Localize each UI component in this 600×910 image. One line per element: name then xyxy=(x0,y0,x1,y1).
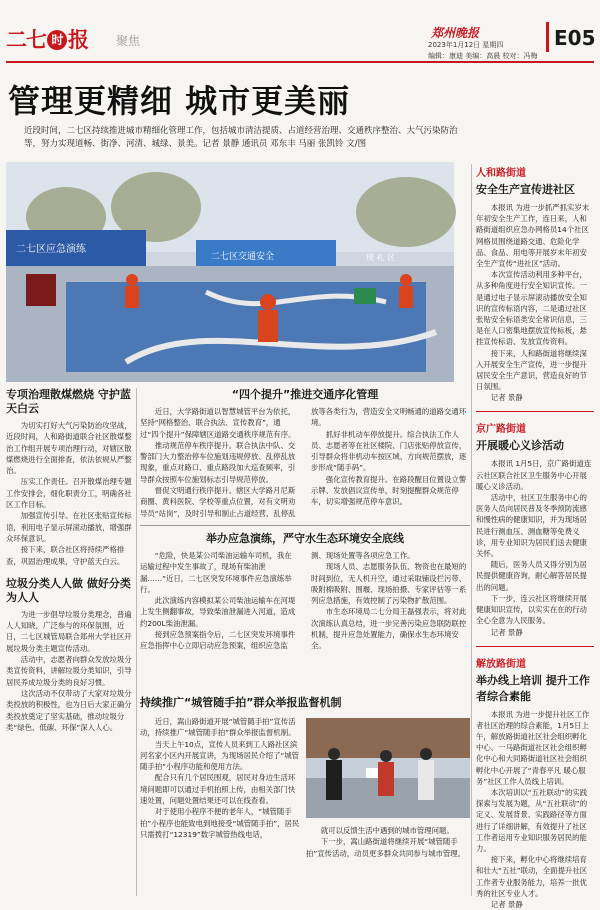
banner-left-text: 二七区应急演练 xyxy=(16,244,86,255)
paragraph: 活动中，志愿者向群众发放垃圾分类宣传资料，讲解垃圾分类知识，引导居民养成垃圾分类的良好习惯。 xyxy=(6,655,132,687)
paragraph: 接下来，联合社区将持续严格排查，巩固治理成果，守护蓝天白云。 xyxy=(6,545,125,566)
paragraph: 为进一步倡导垃圾分类理念，普遍人人知晓，广泛参与的环保氛围，近日，二七区城管局联合郑州大学社区开展垃圾分类主题宣传活动。 xyxy=(6,609,132,653)
banner-center-text: 二七区交通安全 xyxy=(211,252,275,262)
main-photo xyxy=(6,162,454,382)
article-body xyxy=(6,609,134,733)
paragraph: 近日，嵩山路街道开展“城管随手拍”宣传活动，持续推广“城管随手拍”群众举报监督机制。 xyxy=(140,717,296,738)
page-number-bar xyxy=(546,22,549,52)
column-rule xyxy=(136,388,137,896)
divider xyxy=(140,525,470,526)
divider xyxy=(476,411,594,412)
paragraph: 下一步，连云社区将继续开展健康知识宣传，以实实在在的行动全心全意为人民服务。 xyxy=(476,593,587,626)
article-title: 专项治理散煤燃烧 守护蓝天白云 xyxy=(6,388,131,415)
left-column xyxy=(6,388,134,733)
paragraph: 推动规范停车秩序提升。联合执法中队、交警部门大力整治停车位施划违规停放、乱停乱放现象，重点对路口、重点路段加大巡查频率，引导群众按照车位施划标志引导规范停放。 xyxy=(140,440,296,484)
main-headline: 管理更精细 城市更美丽 xyxy=(8,82,351,120)
paper-section-title xyxy=(6,24,88,54)
author: 记者 景静 xyxy=(490,899,523,909)
banner-right-text: 现 礼 区 xyxy=(366,253,396,262)
side-article-1 xyxy=(476,420,594,637)
paragraph: 现场人员、志愿服务队伍、物资也在最短的时间到位，无人机升空，通过采取铺设拦污带、吸附棉吸附、围堰、现场拍摄、专家评估等一系列应急措施，有效控制了污染物扩散范围。 xyxy=(311,562,467,606)
side-body xyxy=(476,202,594,392)
paragraph: 市生态环境局二七分局王磊强表示，将对此次演练认真总结，进一步完善污染应急联防联控机制，提升应急处置能力，确保水生态环境安全。 xyxy=(311,607,467,651)
paragraph: 当天上午10点，宣传人员来到工人路社区滨河名家小区内开展宣讲，为现场居民介绍了“城管随手拍”小程序功能和使用方法。 xyxy=(140,739,300,772)
side-body xyxy=(476,458,594,626)
paragraph: 压实工作责任。召开散煤治理专题工作安排会，细化职责分工，明确各社区工作目标。 xyxy=(6,477,132,510)
divider xyxy=(476,646,594,647)
side-kicker: 解放路街道 xyxy=(476,658,526,670)
paragraph: 督促文明通行秩序提升。辖区大学路月尼斯商圈、黄科医院、学校等重点位置，对有文明劝导员“站岗”，及时引导和制止占道经营、乱停乱放等各类行为，营造安全文明畅通的道路交通环境。 xyxy=(140,407,467,518)
paragraph: 近日，大学路街道以智慧城管平台为依托，坚持“网格整治、联合执法、宣传教育”，通过“四个提升”保障辖区道路交通秩序规范有序。 xyxy=(140,407,296,439)
title-right: 报 xyxy=(68,28,88,52)
section-label: 聚焦 xyxy=(116,34,141,48)
paragraph: 加强宣传引导。在社区张贴宣传标语，利用电子显示屏滚动播放，增强群众环保意识。 xyxy=(6,511,132,543)
paragraph: 这次活动不仅带动了大家对垃圾分类投放的积极性，也为日后大家正确分类投放奠定了坚实基础，推动垃圾分类“绿色、低碳、环保”深入人心。 xyxy=(6,688,132,732)
article-body xyxy=(140,406,470,519)
article-title: 举办应急演练，严守水生态环境安全底线 xyxy=(206,531,404,545)
paragraph: 强化宣传教育提升。在路段醒目位置设立警示牌、发放倡议宣传单，时刻提醒群众规范停车，切实增强规范停车意识。 xyxy=(311,474,467,507)
article-title: 垃圾分类人人做 做好分类为人人 xyxy=(6,576,131,604)
side-title: 安全生产宣传进社区 xyxy=(476,183,575,196)
side-article-2 xyxy=(476,655,594,910)
title-badge: 时 xyxy=(47,30,67,50)
side-kicker: 京广路街道 xyxy=(476,424,526,436)
column-rule xyxy=(471,164,472,896)
paragraph: 本次宣传活动利用多种平台，从多种角度进行安全知识宣传。一是通过电子显示屏滚动播放安全知识的宣传标语内容，二是通过社区张贴安全标语类安全常识信息，三是在人口密集地摆放宣传标板，悬挂宣传标语、发放宣传资料。 xyxy=(476,270,587,347)
paragraph: 接下来，孵化中心将继续培育和壮大“五社”联动，全面提升社区工作者专业服务能力，培养一批优秀的社区专业人才。 xyxy=(476,855,588,898)
paragraph: “危险，快是某公司柴油运输车司机，我在运输过程中发生事故了，现场有柴油泄漏……”近日，二七区突发环境事件应急演练举行。 xyxy=(140,550,292,594)
paragraph: 活动中，社区卫生服务中心的医务人员向居民普及冬季预防流感和慢性病的健康知识，并为现场居民进行测血压、测血糖等免费义诊，用专业知识为居民们送去健康关怀。 xyxy=(476,493,587,559)
bottom-photo xyxy=(306,718,470,818)
page-number: E05 xyxy=(554,26,596,50)
author: 记者 景静 xyxy=(490,393,523,403)
article-body xyxy=(6,420,134,567)
paragraph: 配合只有几个居民围观，居民对身边生活环境问题即可以通过手机拍照上传，由相关部门快速处置，问题处置结果还可以在线查看。 xyxy=(140,773,296,806)
paragraph: 接下来，人和路街道将继续深入开展安全生产宣传，进一步提升居民安全生产意识，营造良好的节日氛围。 xyxy=(476,348,587,392)
paragraph: 本次培训以“五社联动”的实践探索与发展为题，从“五社联动”的定义、发展背景、实践路径等方面进行了详细讲解，有效提升了社区工作者运用专业知识服务居民的能力。 xyxy=(476,787,588,853)
paragraph: 就可以反馈生活中遇到的城市管理问题。 xyxy=(320,826,454,835)
side-kicker: 人和路街道 xyxy=(476,168,526,179)
article-title: “四个提升”推进交通序化管理 xyxy=(231,388,379,401)
paragraph: 抓好非机动车停放提升。综合执法工作人员、志愿者等在社区楼院、门店张贴停放宣传，引导群众将非机动车按区域、方向规范摆放，逐步形成“随手码”。 xyxy=(311,429,467,473)
editors-line: 编辑：康迪 美编：高晨 校对：冯梅 xyxy=(428,52,538,60)
paragraph: 接到应急预案指令后，二七区突发环境事件应急指挥中心立即启动应急预案，组织应急监测、现场处置等各项应急工作。 xyxy=(140,550,415,651)
author: 记者 景静 xyxy=(490,627,523,637)
paragraph: 本报讯 1月5日，京广路街道连云社区联合社区卫生服务中心开展暖心义诊活动。 xyxy=(476,459,592,491)
issue-date: 2023年1月12日 星期四 xyxy=(428,41,504,49)
paper-logo: 郑州晚报 xyxy=(431,26,480,40)
paragraph: 为切实打好大气污染防治攻坚战，近段时间，人和路街道联合社区散煤整治工作组开展专项治理行动，对辖区散煤燃烧进行全面排查，依法依规从严整治。 xyxy=(6,421,132,476)
side-title: 开展暖心义诊活动 xyxy=(476,439,564,453)
side-article-0 xyxy=(476,164,594,403)
masthead-rule xyxy=(6,61,594,63)
masthead xyxy=(6,20,594,64)
paragraph: 此次演练内容模拟某公司柴油运输车在河堤上发生侧翻事故，导致柴油泄漏进入河道，造成约200L柴油泄漏。 xyxy=(140,596,296,628)
paragraph: 本报讯 为进一步抓严抓实岁末年初安全生产工作，连日来，人和路街道组织应急办网格员14个社区网格员围绕道路交通、危险化学品、食品、用电等开展岁末年初安全生产宣传“进社区”活动。 xyxy=(476,203,590,269)
side-body xyxy=(476,709,594,899)
lead-paragraph: 近段时间，二七区持续推进城市精细化管理工作，包括城市清洁提质、占道经营治理、交通秩序整治、大气污染防治等，努力实现道畅、街净、河清、城绿、景美。记者 景静 通讯员 邓东丰 马丽 张凯铃 文/图 xyxy=(24,126,458,149)
paragraph: 下一步，嵩山路街道将继续开展“城管随手拍”宣传活动，动员更多群众共同参与城市管理。 xyxy=(306,837,466,858)
side-title: 举办线上培训 提升工作者综合素能 xyxy=(476,673,590,703)
paragraph: 随后，医务人员又得分别为居民提供健康咨询，耐心解答居民提出的问题。 xyxy=(476,560,587,592)
paragraph: 对于使用小程序不便的老年人，“城管随手拍”小程序也能致电到地接受“城管随手拍”，居民只需拨打“12319”数字城管热线电话， xyxy=(140,807,300,839)
article-body xyxy=(140,716,300,840)
paragraph: 本报讯 为进一步提升社区工作者社区治理的综合素能，1月5日上午，解放路街道社区社会组织孵化中心、一马路街道社区社会组织孵化中心和大同路街道社区社会组织孵化中心开展了“青春平凡 暖心服务”社区工作人员线上培训。 xyxy=(476,709,590,786)
article-body-continued xyxy=(306,825,470,859)
article-title: 持续推广“城管随手拍”群众举报监督机制 xyxy=(140,696,342,709)
title-left: 二七 xyxy=(6,28,46,52)
middle-column xyxy=(140,388,470,652)
side-column xyxy=(476,164,594,910)
article-body xyxy=(140,550,470,652)
